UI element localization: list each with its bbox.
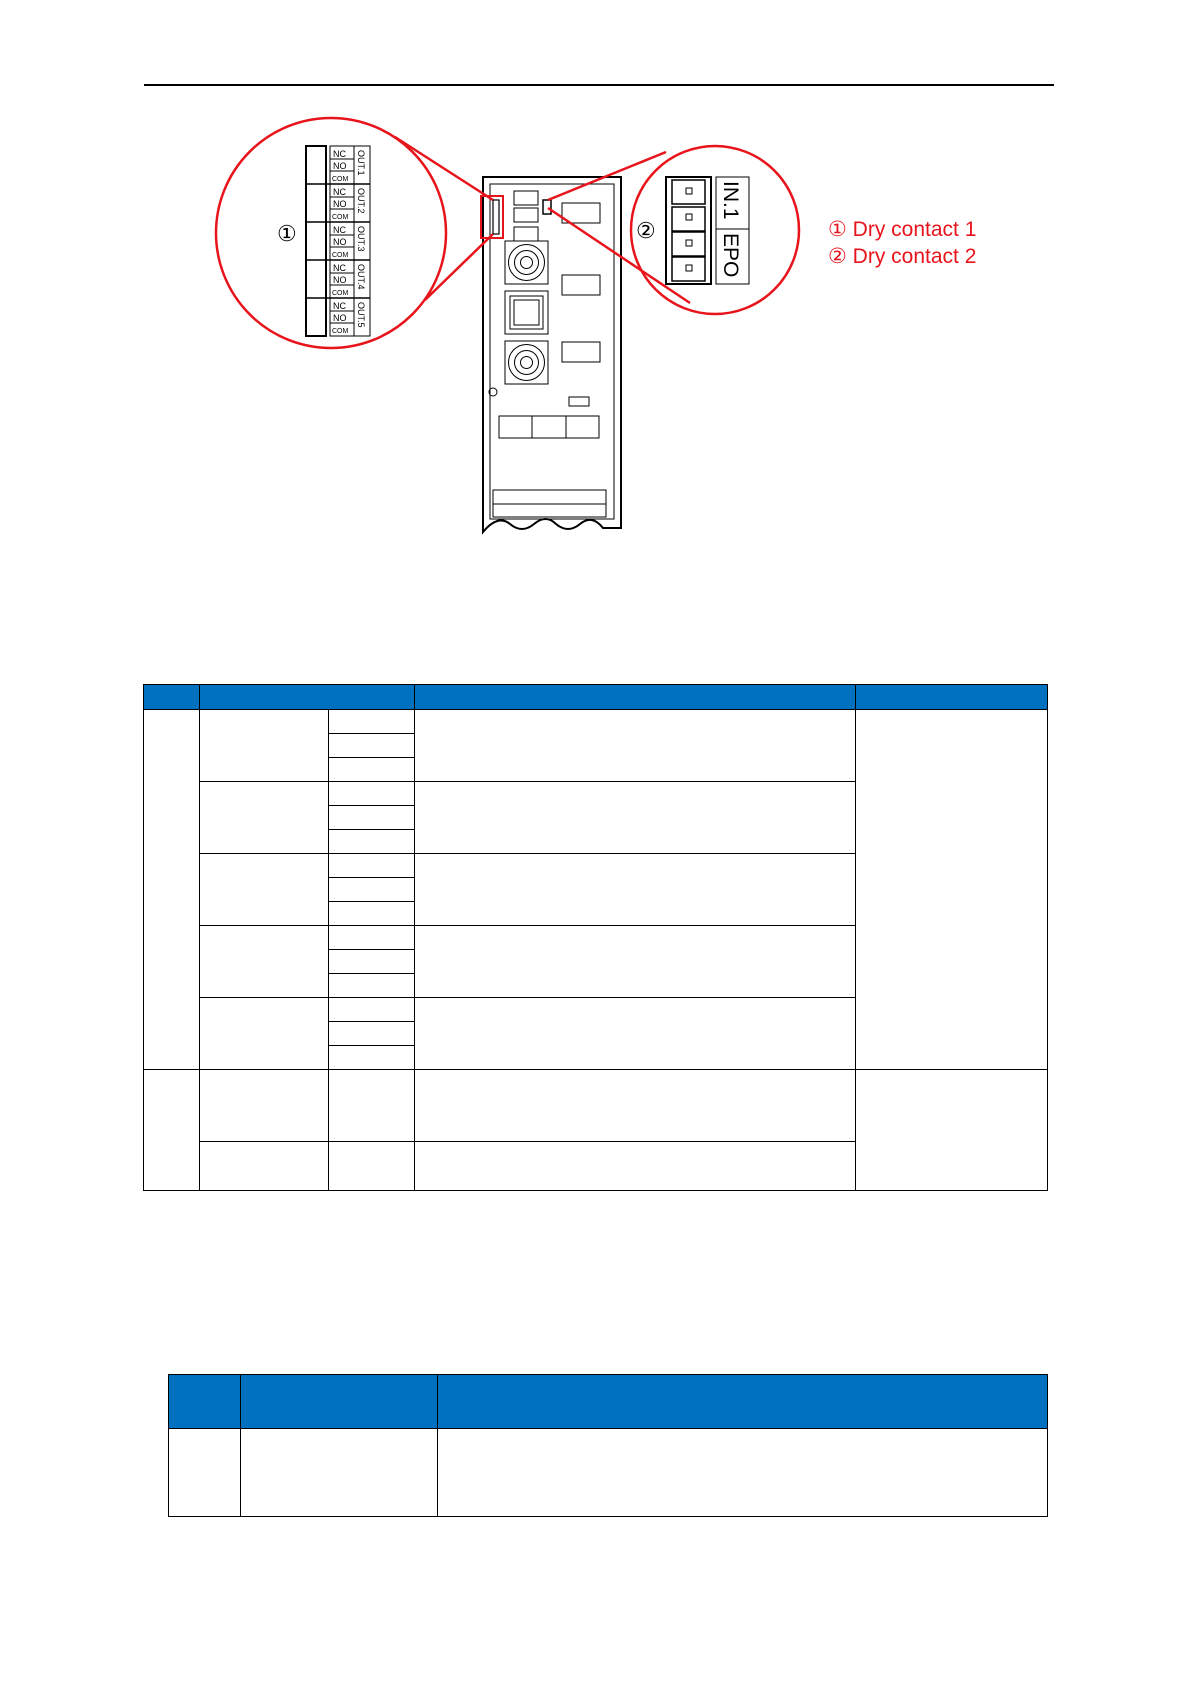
legend-item-1 <box>828 216 976 243</box>
pin-com: COM <box>332 290 349 297</box>
table-row <box>169 1429 1048 1517</box>
legend-number: ① <box>828 218 847 241</box>
callout-2-number: ② <box>636 218 656 243</box>
header-cell <box>144 685 200 710</box>
table-cell <box>199 998 328 1070</box>
table-cell <box>328 734 414 758</box>
table-cell <box>414 854 856 926</box>
legend-number: ② <box>828 245 847 268</box>
rear-panel-figure <box>0 0 1191 560</box>
table-cell <box>328 878 414 902</box>
table-cell <box>328 758 414 782</box>
table-cell <box>199 1070 328 1142</box>
output-label: OUT.5 <box>356 302 366 328</box>
table-cell <box>856 710 1048 1070</box>
pin-no: NO <box>333 161 347 171</box>
output-label: OUT.2 <box>356 188 366 214</box>
pin-nc: NC <box>333 301 346 311</box>
table-cell <box>328 1142 414 1191</box>
output-label: OUT.3 <box>356 226 366 252</box>
table-cell <box>199 854 328 926</box>
table-cell <box>328 710 414 734</box>
table-cell <box>328 806 414 830</box>
table-cell <box>240 1429 437 1517</box>
table-cell <box>328 1070 414 1142</box>
table-cell <box>414 710 856 782</box>
table-cell <box>144 710 200 1070</box>
legend-label: Dry contact 2 <box>852 245 977 268</box>
table-cell <box>437 1429 1047 1517</box>
table-cell <box>328 902 414 926</box>
callout-dry-contact-2 <box>548 146 799 314</box>
output-label: OUT.4 <box>356 264 366 290</box>
table-cell <box>414 1070 856 1142</box>
table-cell <box>199 710 328 782</box>
table-header <box>144 685 1048 710</box>
table-cell <box>414 998 856 1070</box>
pin-no: NO <box>333 199 347 209</box>
header-cell <box>169 1375 241 1429</box>
header-cell <box>437 1375 1047 1429</box>
table-cell <box>328 950 414 974</box>
table-cell <box>414 782 856 854</box>
callout-1-number: ① <box>277 221 297 246</box>
input-epo: EPO <box>719 233 742 278</box>
dry-contact-table <box>143 684 1048 1191</box>
table-cell <box>199 1142 328 1191</box>
second-table <box>168 1374 1048 1517</box>
header-cell <box>414 685 856 710</box>
output-label: OUT.1 <box>356 150 366 176</box>
table-row <box>144 1070 1048 1142</box>
table-cell <box>328 830 414 854</box>
header-cell <box>199 685 414 710</box>
table-cell <box>328 1022 414 1046</box>
table-cell <box>414 926 856 998</box>
pin-com: COM <box>332 252 349 259</box>
pin-no: NO <box>333 313 347 323</box>
pin-com: COM <box>332 214 349 221</box>
pin-nc: NC <box>333 187 346 197</box>
table-cell <box>328 1046 414 1070</box>
pin-nc: NC <box>333 225 346 235</box>
table-cell <box>199 926 328 998</box>
table-cell <box>328 782 414 806</box>
table-cell <box>328 974 414 998</box>
pin-no: NO <box>333 275 347 285</box>
table-cell <box>856 1070 1048 1191</box>
table-cell <box>328 998 414 1022</box>
input-in1: IN.1 <box>719 181 742 220</box>
pin-com: COM <box>332 176 349 183</box>
table-cell <box>169 1429 241 1517</box>
pin-com: COM <box>332 328 349 335</box>
figure-legend <box>828 216 976 270</box>
header-cell <box>856 685 1048 710</box>
dry-contact-1-labels <box>332 149 366 335</box>
table-header <box>169 1375 1048 1429</box>
table-row <box>144 710 1048 734</box>
pin-nc: NC <box>333 149 346 159</box>
table-cell <box>328 854 414 878</box>
pin-no: NO <box>333 237 347 247</box>
table-cell <box>144 1070 200 1191</box>
legend-item-2 <box>828 243 976 270</box>
table-cell <box>199 782 328 854</box>
header-cell <box>240 1375 437 1429</box>
table-cell <box>328 926 414 950</box>
table-cell <box>414 1142 856 1191</box>
legend-label: Dry contact 1 <box>852 218 977 241</box>
pin-nc: NC <box>333 263 346 273</box>
